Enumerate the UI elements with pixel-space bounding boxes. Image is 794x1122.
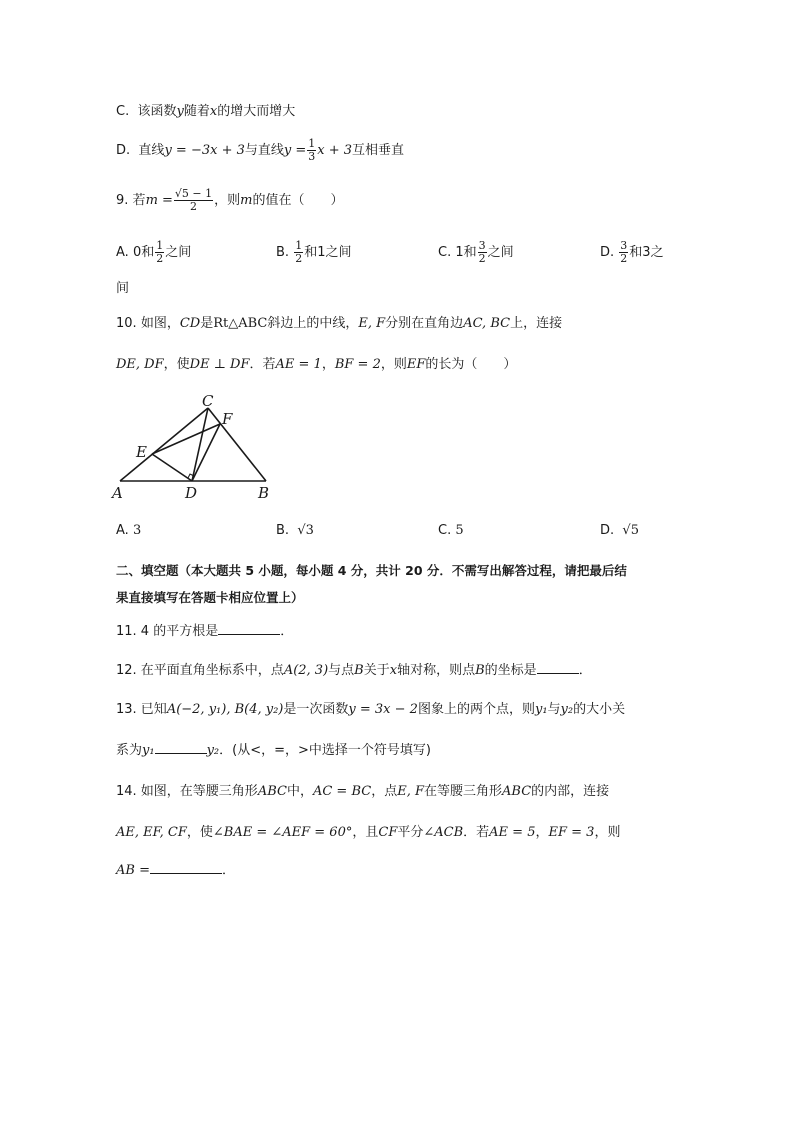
q10-option-d: D. √5: [600, 523, 639, 538]
q11-answer-blank: [218, 622, 280, 635]
q12: 12. 在平面直角坐标系中，点A(2, 3)与点B关于x轴对称，则点B的坐标是 ．: [116, 663, 592, 678]
q9-option-d-wrap: 间: [116, 281, 130, 296]
q14-line-2: AE, EF, CF，使∠BAE = ∠AEF = 60°，且CF平分∠ACB．若AE = 5，EF = 3，则: [116, 825, 621, 840]
section-2-heading-line-2: 果直接填写在答题卡相应位置上）: [116, 590, 304, 605]
fraction: $\frac{1}{2}$: [156, 239, 164, 265]
q13-line-1: 13. 已知A(−2, y₁), B(4, y₂)是一次函数y = 3x − 2图象上的两个点，则y₁与y₂的大小关: [116, 702, 626, 717]
q9-option-a: A. 0和 $\frac{1}{2}$ 之间: [116, 239, 192, 265]
q14-answer-blank: [150, 861, 222, 874]
q10-stem-line-2: DE, DF，使DE ⊥ DF．若AE = 1，BF = 2，则EF的长为（ ）: [116, 357, 517, 372]
label-b: B: [258, 484, 270, 502]
q10-triangle-figure: [108, 390, 288, 505]
label-a: A: [112, 484, 123, 502]
segment-bc: [208, 408, 266, 481]
q13-line-2: 系为y₁ y₂．(从<，=，>中选择一个符号填写): [116, 743, 431, 758]
fraction: $\frac{√5 - 1}{2}$: [174, 187, 213, 213]
q13-answer-blank: [155, 741, 207, 754]
q10-stem-line-1: 10. 如图，CD是Rt△ABC斜边上的中线，E, F分别在直角边AC, BC上，连接: [116, 316, 563, 331]
q9-option-b: B. $\frac{1}{2}$ 和1之间: [276, 239, 352, 265]
section-2-heading-line-1: 二、填空题（本大题共 5 小题，每小题 4 分，共计 20 分．不需写出解答过程，请把最后结: [116, 563, 627, 578]
q8-option-c: C. 该函数y随着x的增大而增大: [116, 104, 296, 119]
fraction: $\frac{1}{2}$: [295, 239, 303, 265]
q14-line-3: AB = ．: [116, 863, 235, 878]
q11: 11. 4 的平方根是 ．: [116, 624, 294, 639]
q9-option-d: D. $\frac{3}{2}$ 和3之: [600, 239, 664, 265]
segment-df: [192, 424, 220, 481]
q12-answer-blank: [537, 661, 579, 674]
q10-option-c: C. 5: [438, 523, 464, 538]
q8-option-d: D. 直线y = −3x + 3与直线y = $\frac{1}{3}$ x + 3互相垂直: [116, 137, 405, 163]
q14-line-1: 14. 如图，在等腰三角形ABC中，AC = BC，点E, F在等腰三角形ABC的内部，连接: [116, 784, 610, 799]
segment-de: [152, 454, 192, 481]
label-e: E: [136, 443, 147, 461]
q10-option-b: B. √3: [276, 523, 314, 538]
q9-stem: 9. 若m = $\frac{√5 - 1}{2}$ ，则m的值在（ ）: [116, 187, 344, 213]
label-d: D: [185, 484, 198, 502]
label-f: F: [222, 410, 233, 428]
fraction: $\frac{3}{2}$: [620, 239, 628, 265]
fraction: $\frac{1}{3}$: [308, 137, 316, 163]
segment-ef: [152, 424, 220, 454]
fraction: $\frac{3}{2}$: [478, 239, 486, 265]
label-c: C: [202, 392, 214, 410]
q9-option-c: C. 1和 $\frac{3}{2}$ 之间: [438, 239, 514, 265]
q10-option-a: A. 3: [116, 523, 142, 538]
